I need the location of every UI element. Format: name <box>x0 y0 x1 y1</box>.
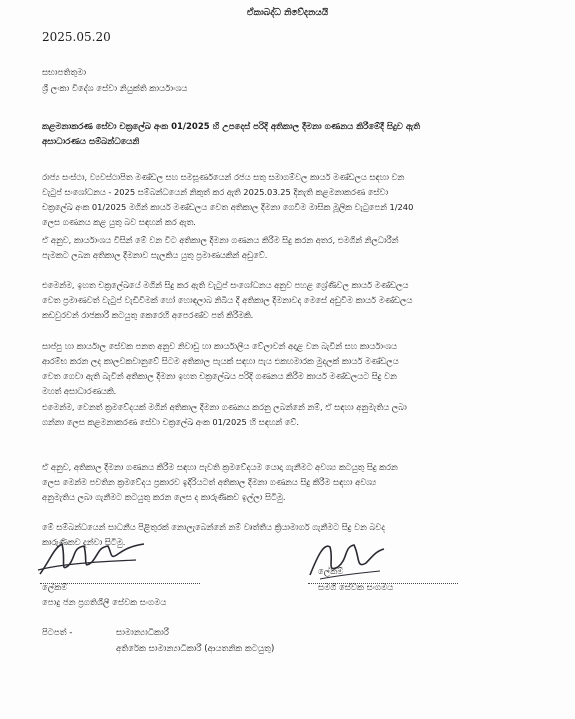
paragraph-line: ආරම්භ කරන ලද කාලවකවානුවේ සිටම අතිකාල පැයක් සඳහා පැය එකහමාරක මුදලක් කාර්ය මණ්ඩලය <box>42 356 399 366</box>
paragraph-line: ගන්නා ලෙස කළමනාකරණ සේවා චක්‍රලේඛ අංක 01/2025 හි සඳහන් වේ. <box>42 417 299 427</box>
paragraph-line: කාරුණිකව දන්වා සිටිමු. <box>42 537 126 547</box>
paragraph-2 <box>42 233 547 263</box>
copy-recipient: සාමාන්‍යාධිකාරී <box>116 628 169 638</box>
signatory-role-right: ලේකම් <box>318 567 344 577</box>
paragraph-4 <box>42 339 547 399</box>
paragraph-line: කඩවුරවන් රාජකාරී කටයුතු කෙරෙහි අපෙරණ්ව පත් කිරීමකි. <box>42 310 254 320</box>
signatory-role-left: ලේකම් <box>42 583 68 593</box>
paragraph-line: ලෙස ගණනය කළ යුතු බව සඳහන් කර ඇත. <box>42 217 196 227</box>
paragraph-3 <box>42 278 547 323</box>
signature-right <box>300 535 390 585</box>
paragraph-line: අනුමැතිය ලබා ගැනීමට කටයුතු කරන ලෙස ද කාරුණිකව ඉල්ලා සිටිමු. <box>42 492 286 502</box>
paragraph-line: එමෙන්ම, ඉහත චක්‍රලේඛයේ මගින් සිදු කර ඇති වැටුප් සංශෝධනය අනුව පහළ ශ්‍රේණිවල කාර්ය මණ්ඩලය <box>42 280 409 290</box>
paragraph-1 <box>42 170 547 230</box>
paragraph-line: ඒ අනුව, කාර්යාංශය විසින් මේ වන විට අතිකාල දීමනා ගණනය කිරීම සිදු කරන අතර, එමගින් නිලධාරීන් <box>42 235 399 245</box>
subject-line-2: අසාධාරණය සම්බන්ධයෙනි <box>42 137 140 147</box>
paragraph-line: සාප්පු හා කාර්යාල සේවක පනත අනුව නිවාඩු හා කාර්යාලීය වේලාවන් අදාළ වන බැවින් සහ කාර්යාංශය <box>42 341 397 351</box>
paragraph-line: ඒ අනුව, අතිකාල දීමනා ගණනය කිරීම සඳහා පැවති ක්‍රමවේදයම යොදා ගැනීමට අවශ්‍ය කටයුතු සිදු කරන <box>42 462 398 472</box>
paragraph-line: පැමකට ලබන අතිකාල දීමනාව සැලකිය යුතු ප්‍රමාණයකින් අඩුවේ. <box>42 250 268 260</box>
paragraph-line: මහත් අසාධාරණයකි. <box>42 386 117 396</box>
subject-line <box>42 120 420 150</box>
salutation: සභාපතිතුමා <box>42 68 87 78</box>
paragraph-line: එමෙන්ම, වෙනත් ක්‍රමවේදයක් මගින් අතිකාල දීමනා ගණනය කරනු ලබන්නේ නම්, ඒ සඳහා අනුමැතිය ලබා <box>42 402 407 412</box>
subject-line-1: කළමනාකරණ සේවා චක්‍රලේඛ අංක 01/2025 හි උපදෙස් පරිදි අතිකාල දීමනා ගණනය කිරීමේදී සිදුව ඇති <box>42 122 421 132</box>
paragraph-line: වෙත ප්‍රමාණවත් වැටුප් වැඩිවීමක් හෝ හොඳලාබ නිබිය දී අතිකාල දීමනාවද මෙසේ අඩුවීම කාර්ය මණ්ඩලය <box>42 295 413 305</box>
paragraph-line: මේ සම්බන්ධයෙන් සාධනීය පිළිතුරක් නොලැබෙන්නේ නම් වෘත්තීය ක්‍රියාමාර්ග ගැනීමට සිදු වන බවද <box>42 522 385 532</box>
paragraph-6 <box>42 460 547 505</box>
copy-recipient: අතිරේක සාමාන්‍යාධිකාරී (ආයතනික කටයුතු) <box>116 644 275 654</box>
letter-date: 2025.05.20 <box>42 30 111 44</box>
recipient-address: ශ්‍රී ලංකා විදේශ සේවා නියුක්ති කාර්යාංශය <box>42 84 188 94</box>
organization-heading: ඒකාබද්ධ නිවේදනයයි <box>246 8 329 18</box>
signature-left <box>32 530 152 582</box>
signatory-body-right: සමගි සේවක සංගමය <box>318 583 394 593</box>
paragraph-line: රාජ්‍ය සංස්ථා, ව්‍යවස්ථාපිත මණ්ඩල සහ සමසූර්ණයෙන් රජය සතු සමාගම්වල කාර්ය මණ්ඩලය සඳහා වන <box>42 172 405 182</box>
paragraph-line: චක්‍රලේඛ අංක 01/2025 මගින් කාර්ය මණ්ඩලය වෙත අතිකාල දීමනා ගෙවීම මාසික මූලික වැටුපෙන් 1/240 <box>42 202 414 212</box>
copies-label: පිටපත් - <box>42 628 73 638</box>
paragraph-line: වෙත ගෙවා ඇති බැවින් අතිකාල දීමනා ඉහත චක්‍රලේඛය පරිදි ගණනය කිරීම කාර්ය මණ්ඩලයට සිදු වන <box>42 371 397 381</box>
paragraph-line: වැටුප් සංශෝධනය - 2025 සම්බන්ධයෙන් නිකුත් කර ඇති 2025.03.25 දිනැති කළමනාකරණ සේවා <box>42 187 389 197</box>
paragraph-5 <box>42 400 547 430</box>
signatory-body-left: පොදු ජන ප්‍රගතිශීලී සේවක සංගමය <box>42 598 167 608</box>
paragraph-line: ලෙස මෙන්ම පවතින ක්‍රමවේදය ප්‍රකාරව ඉදිරියටත් අතිකාල දීමනා ගණනය සිදු කිරීම සඳහා අවශ්‍ය <box>42 477 377 487</box>
